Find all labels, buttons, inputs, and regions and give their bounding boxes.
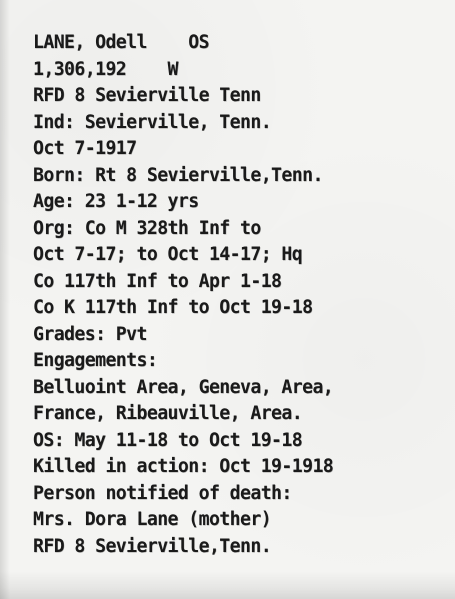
record-line-killed-in-action: Killed in action: Oct 19-1918 <box>33 456 334 477</box>
record-line-engagements-1: Belluoint Area, Geneva, Area, <box>33 376 334 398</box>
record-line-induction-date: Oct 7-1917 <box>33 138 137 159</box>
record-line-birthplace: Born: Rt 8 Sevierville,Tenn. <box>33 164 323 186</box>
record-line-organization-cont-3: Co K 117th Inf to Oct 19-18 <box>33 297 313 318</box>
record-line-organization-cont-2: Co 117th Inf to Apr 1-18 <box>33 270 282 292</box>
card-bottom-edge <box>0 571 455 599</box>
record-line-inducted-at: Ind: Sevierville, Tenn. <box>33 111 272 133</box>
record-line-grades: Grades: Pvt <box>33 323 147 345</box>
record-line-address: RFD 8 Sevierville Tenn <box>33 85 261 106</box>
record-line-age: Age: 23 1-12 yrs <box>33 191 199 212</box>
record-line-name: LANE, Odell OS <box>33 32 209 53</box>
record-line-serial-number: 1,306,192 W <box>33 58 178 80</box>
record-line-engagements-2: France, Ribeauville, Area. <box>33 403 303 424</box>
record-line-organization-cont-1: Oct 7-17; to Oct 14-17; Hq <box>33 244 303 265</box>
record-text-block <box>33 30 333 560</box>
record-line-engagements-label: Engagements: <box>33 350 158 371</box>
record-line-notified-label: Person notified of death: <box>33 482 292 504</box>
record-line-overseas-service: OS: May 11-18 to Oct 19-18 <box>33 429 303 451</box>
record-line-notified-person: Mrs. Dora Lane (mother) <box>33 509 272 530</box>
record-line-notified-address: RFD 8 Sevierville,Tenn. <box>33 535 272 557</box>
record-line-organization: Org: Co M 328th Inf to <box>33 217 261 239</box>
